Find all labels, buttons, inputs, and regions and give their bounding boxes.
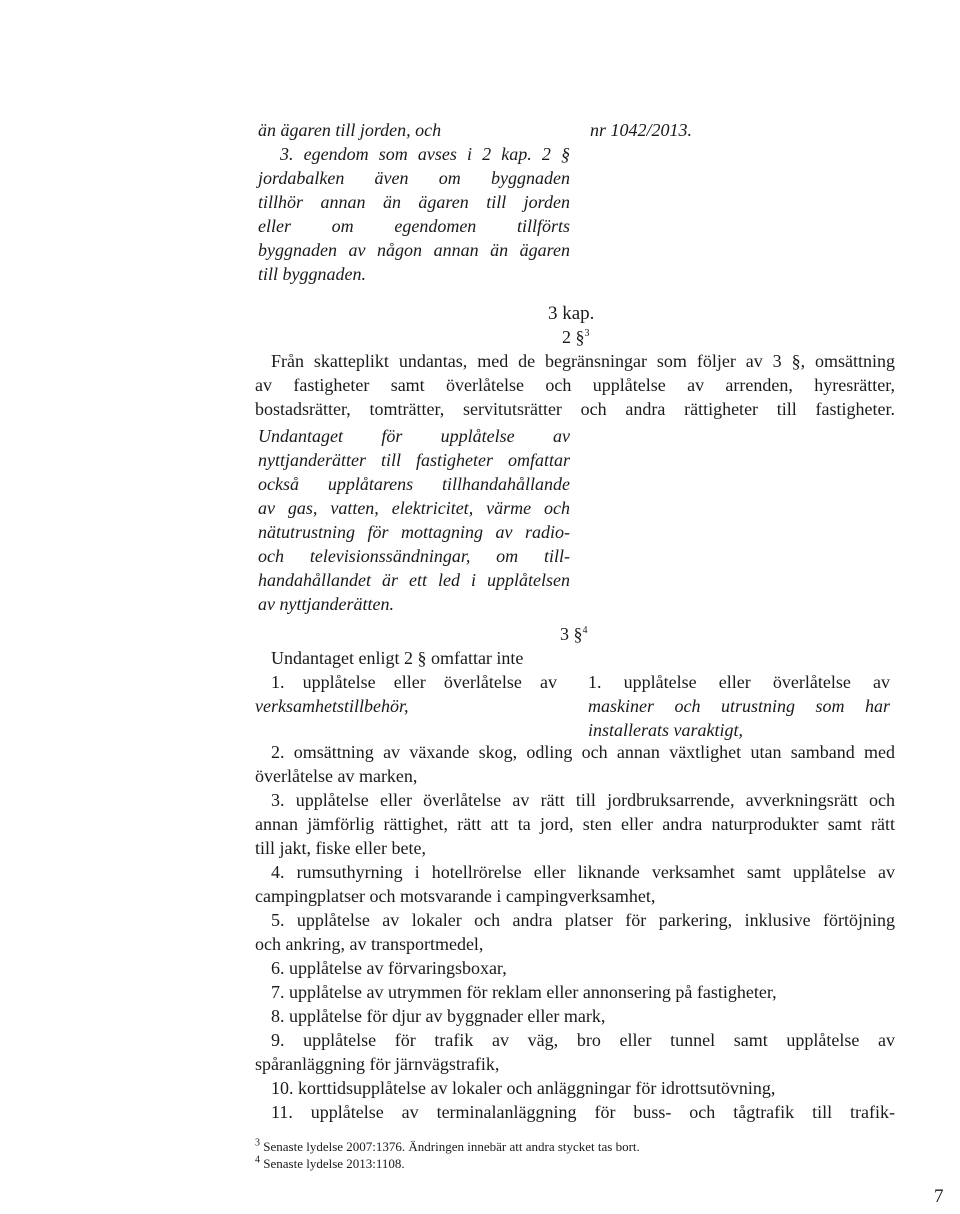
list-item [255, 1028, 895, 1076]
text-line: campingplatser och motsvarande i campingverksamhet, [255, 886, 656, 906]
footnote-ref: 3 [584, 328, 590, 339]
section-mark: 3 § [560, 624, 583, 644]
text-line: Från skatteplikt undantas, med de begränsningar som följer av 3 §, omsättning [271, 351, 895, 371]
text-line: 10. korttidsupplåtelse av lokaler och anläggningar för idrottsutövning, [271, 1078, 776, 1098]
text-line: nyttjanderätter till fastigheter omfattar [258, 450, 570, 470]
text-line: 9. upplåtelse för trafik av väg, bro eller tunnel samt upplåtelse av [271, 1030, 895, 1050]
list-item [255, 956, 895, 980]
text-line: maskiner och utrustning som har [588, 696, 890, 716]
section-2-heading [562, 325, 590, 349]
text-line: 3. egendom som avses i 2 kap. 2 § [280, 144, 570, 164]
list-item [255, 740, 895, 788]
list-item [255, 1100, 895, 1124]
text-line: handahållandet är ett led i upplåtelsen [258, 570, 570, 590]
text-line: 1. upplåtelse eller överlåtelse av [271, 672, 557, 692]
text-line: till byggnaden. [258, 264, 366, 284]
footnote [255, 1155, 895, 1172]
text-line: eller om egendomen tillförts [258, 216, 570, 236]
footnote-text: Senaste lydelse 2013:1108. [263, 1156, 405, 1171]
text-line: tillhör annan än ägaren till jorden [258, 192, 570, 212]
top-left-italic-fragment [258, 118, 570, 286]
text-line: också upplåtarens tillhandahållande [258, 474, 570, 494]
footnote-number: 3 [255, 1137, 260, 1149]
text-line: installerats varaktigt, [588, 720, 743, 740]
list-item [255, 1004, 895, 1028]
footnote-text: Senaste lydelse 2007:1376. Ändringen innebär att andra stycket tas bort. [263, 1139, 640, 1154]
text-line: nätutrustning för mottagning av radio- [258, 522, 570, 542]
list-item [255, 908, 895, 956]
top-right-reference: nr 1042/2013. [590, 120, 693, 140]
text-line: byggnaden av någon annan än ägaren [258, 240, 570, 260]
text-line: spåranläggning för järnvägstrafik, [255, 1054, 500, 1074]
text-line: verksamhetstillbehör, [255, 696, 409, 716]
section-3-intro: Undantaget enligt 2 § omfattar inte [271, 648, 524, 668]
section-2-paragraph-2-italic [258, 424, 570, 616]
text-line: jordabalken även om byggnaden [258, 168, 570, 188]
footnote-number: 4 [255, 1154, 260, 1166]
text-line: 2. omsättning av växande skog, odling och annan växtlighet utan samband med [271, 742, 895, 762]
text-line: 7. upplåtelse av utrymmen för reklam eller annonsering på fastigheter, [271, 982, 777, 1002]
text-line: av gas, vatten, elektricitet, värme och [258, 498, 570, 518]
text-line: 4. rumsuthyrning i hotellrörelse eller liknande verksamhet samt upplåtelse av [271, 862, 895, 882]
text-line: annan jämförlig rättighet, rätt att ta jord, sten eller andra naturprodukter samt rätt [255, 814, 895, 834]
text-line: överlåtelse av marken, [255, 766, 418, 786]
text-line: bostadsrätter, tomträtter, servitutsrätter och andra rättigheter till fastigheter. [255, 399, 895, 419]
text-line: 5. upplåtelse av lokaler och andra platser för parkering, inklusive förtöjning [271, 910, 895, 930]
section-mark: 2 § [562, 327, 585, 347]
text-line: 3. upplåtelse eller överlåtelse av rätt till jordbruksarrende, avverkningsrätt och [271, 790, 895, 810]
item-1-left-column [255, 670, 557, 718]
list-item [255, 860, 895, 908]
footnotes [255, 1138, 895, 1172]
footnote-ref: 4 [582, 625, 588, 636]
page-number: 7 [934, 1186, 944, 1207]
text-line: 1. upplåtelse eller överlåtelse av [588, 672, 890, 692]
chapter-heading: 3 kap. [548, 303, 595, 324]
section-3-item-list [255, 740, 895, 1124]
text-line: av nyttjanderätten. [258, 594, 394, 614]
section-2-paragraph-1 [255, 349, 895, 421]
section-3-heading [560, 622, 588, 646]
text-line: och ankring, av transportmedel, [255, 934, 484, 954]
text-line: och televisionssändningar, om till- [258, 546, 570, 566]
text-line: av fastigheter samt överlåtelse och upplåtelse av arrenden, hyresrätter, [255, 375, 895, 395]
text-line: 6. upplåtelse av förvaringsboxar, [271, 958, 507, 978]
text-line: Undantaget för upplåtelse av [258, 426, 570, 446]
list-item [255, 1076, 895, 1100]
text-line: än ägaren till jorden, och [258, 120, 442, 140]
item-1-right-column [588, 670, 890, 742]
text-line: 11. upplåtelse av terminalanläggning för buss- och tågtrafik till trafik- [271, 1102, 895, 1122]
list-item [255, 788, 895, 860]
text-line: till jakt, fiske eller bete, [255, 838, 426, 858]
footnote [255, 1138, 895, 1155]
list-item [255, 980, 895, 1004]
text-line: 8. upplåtelse för djur av byggnader eller mark, [271, 1006, 606, 1026]
